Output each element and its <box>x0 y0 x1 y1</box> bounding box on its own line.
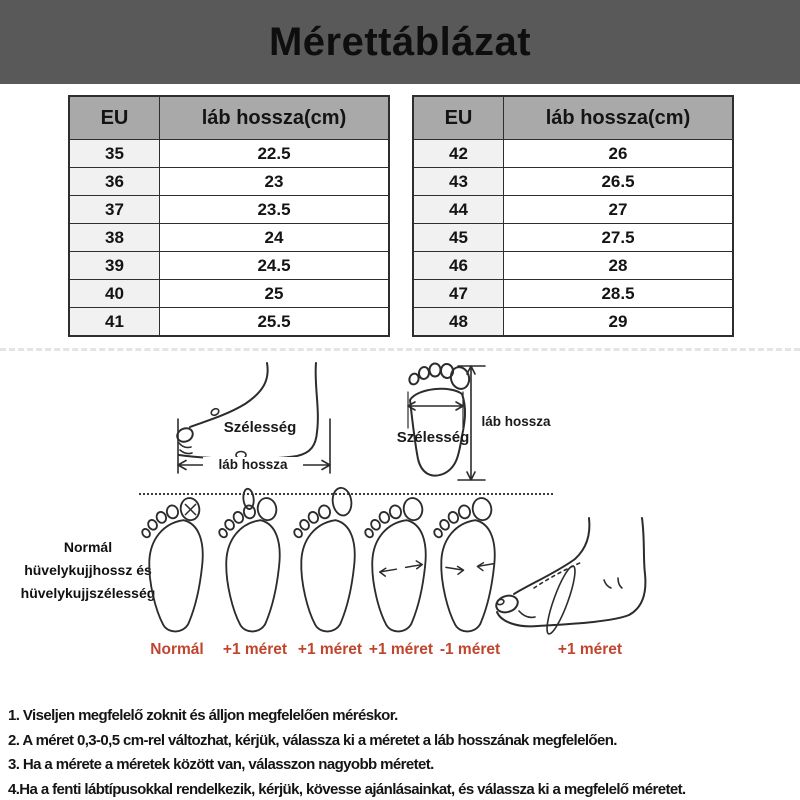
note-line: hüvelykujjszélesség <box>20 585 156 601</box>
column-header-length: láb hossza(cm) <box>201 106 347 129</box>
eu-size: 46 <box>414 252 504 279</box>
instructions-block <box>8 704 800 800</box>
instruction-line: 2. A méret 0,3-0,5 cm-rel változhat, kérjük, válassza ki a méretet a láb hosszának megfelelően. <box>8 731 617 749</box>
eu-size: 37 <box>70 196 160 223</box>
eu-size: 36 <box>70 168 160 195</box>
footprint-long-big-toe-illustration <box>293 496 367 635</box>
eu-size: 38 <box>70 224 160 251</box>
foot-length: 23.5 <box>160 196 388 223</box>
eu-size: 45 <box>414 224 504 251</box>
table-row <box>414 167 732 195</box>
table-row <box>70 279 388 307</box>
high-instep-foot-illustration <box>492 516 662 640</box>
note-line: Normál <box>63 539 113 555</box>
column-header-length: láb hossza(cm) <box>545 106 691 129</box>
dashed-divider <box>0 348 800 351</box>
column-header-eu: EU <box>414 97 504 139</box>
foot-length: 24 <box>160 224 388 251</box>
foot-length: 26 <box>504 140 732 167</box>
foot-length: 26.5 <box>504 168 732 195</box>
size-table-right <box>412 95 734 337</box>
foot-type-label: +1 méret <box>557 641 623 658</box>
eu-size: 41 <box>70 308 160 335</box>
table-header-row <box>70 97 388 139</box>
eu-size: 47 <box>414 280 504 307</box>
table-header-row <box>414 97 732 139</box>
table-row <box>414 251 732 279</box>
table-row <box>414 195 732 223</box>
table-row <box>70 223 388 251</box>
foot-type-label: -1 méret <box>439 641 501 658</box>
foot-length: 22.5 <box>160 140 388 167</box>
eu-size: 42 <box>414 140 504 167</box>
foot-length: 27.5 <box>504 224 732 251</box>
side-view-width-label: Szélesség <box>223 419 297 436</box>
foot-length: 27 <box>504 196 732 223</box>
note-line: hüvelykujjhossz és <box>24 562 152 578</box>
instruction-line: 1. Viseljen megfelelő zoknit és álljon megfelelően méréskor. <box>8 707 398 724</box>
table-row <box>414 139 732 167</box>
foot-length: 23 <box>160 168 388 195</box>
table-row <box>70 307 388 335</box>
footprint-normal-illustration <box>141 496 215 635</box>
foot-length: 25 <box>160 280 388 307</box>
page-title: Mérettáblázat <box>268 19 532 64</box>
table-row <box>414 307 732 335</box>
size-table-left <box>68 95 390 337</box>
foot-type-label: Normál <box>150 641 204 658</box>
table-row <box>70 167 388 195</box>
footprint-long-second-toe-illustration <box>218 496 292 635</box>
eu-size: 48 <box>414 308 504 335</box>
table-row <box>70 251 388 279</box>
eu-size: 39 <box>70 252 160 279</box>
table-row <box>414 223 732 251</box>
foot-length: 29 <box>504 308 732 335</box>
table-row <box>414 279 732 307</box>
column-header-eu: EU <box>70 97 160 139</box>
eu-size: 44 <box>414 196 504 223</box>
foot-length: 25.5 <box>160 308 388 335</box>
foot-type-label: +1 méret <box>297 641 363 658</box>
toe-reference-dotted-line <box>139 493 553 495</box>
table-row <box>70 195 388 223</box>
eu-size: 35 <box>70 140 160 167</box>
instruction-line: 3. Ha a mérete a méretek között van, válasszon nagyobb méretet. <box>8 756 434 773</box>
foot-length: 28 <box>504 252 732 279</box>
instruction-line: 4.Ha a fenti lábtípusokkal rendelkezik, kérjük, kövesse ajánlásainkat, és válassza ki a megfelelő méretet. <box>8 780 686 798</box>
top-view-width-label: Szélesség <box>396 429 470 446</box>
foot-length: 24.5 <box>160 252 388 279</box>
table-row <box>70 139 388 167</box>
foot-length: 28.5 <box>504 280 732 307</box>
eu-size: 43 <box>414 168 504 195</box>
foot-type-label: +1 méret <box>368 641 434 658</box>
side-view-length-label: láb hossza <box>203 457 303 472</box>
header-banner <box>0 0 800 84</box>
eu-size: 40 <box>70 280 160 307</box>
footprint-wide-foot-illustration <box>364 496 438 635</box>
foot-type-label: +1 méret <box>222 641 288 658</box>
top-view-length-label: láb hossza <box>474 414 558 429</box>
